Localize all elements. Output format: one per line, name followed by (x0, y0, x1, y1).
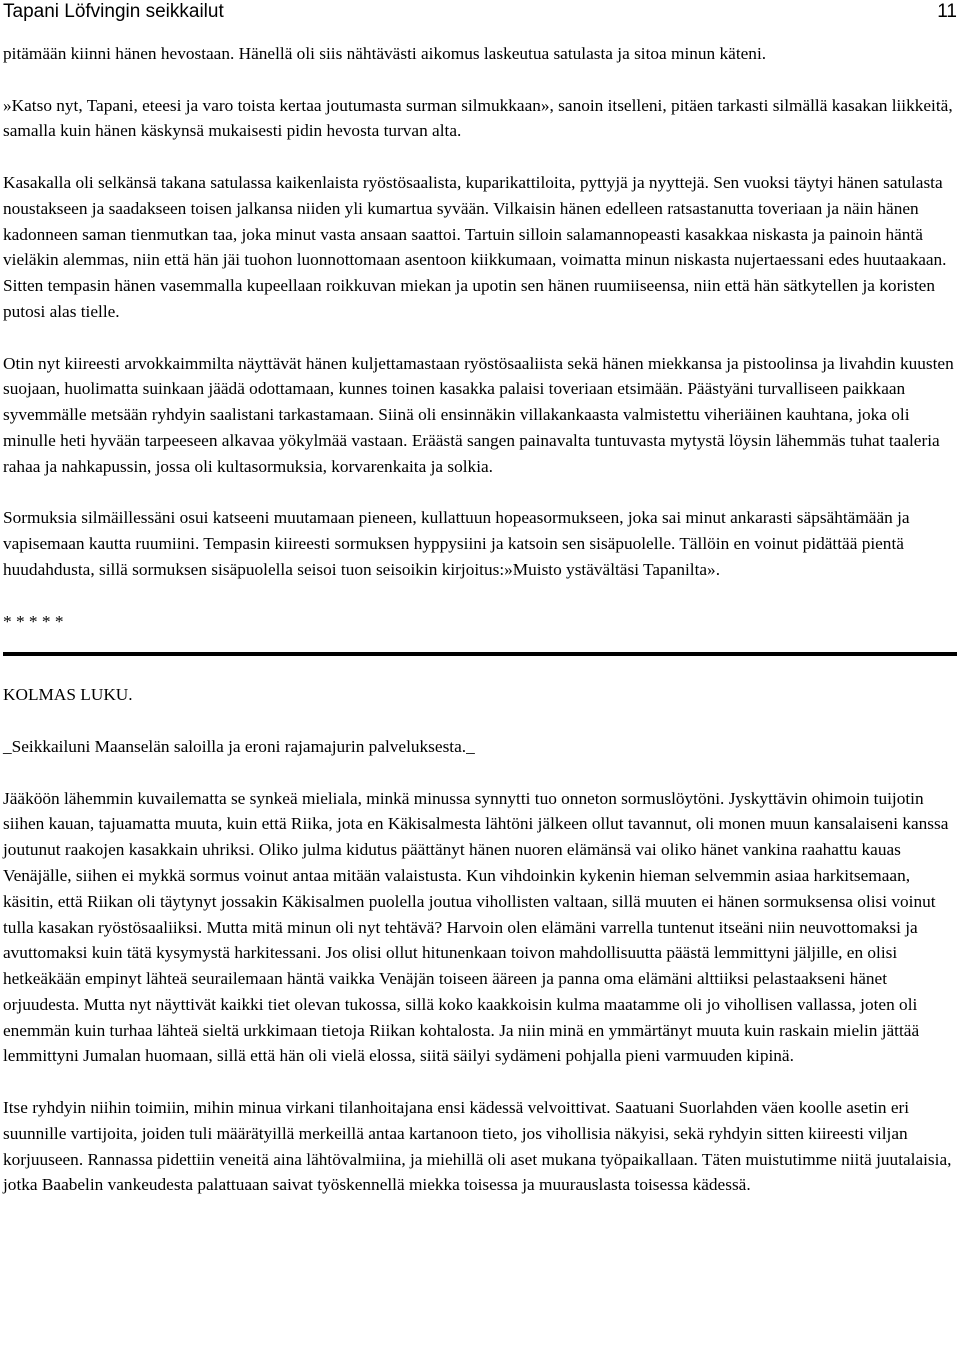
paragraph: Itse ryhdyin niihin toimiin, mihin minua virkani tilanhoitajana ensi kädessä velvoittivat. Saatuani Suorlahden väen koolle asetin eri suunnille vartijoita, joiden tuli määrätyillä merkeillä antaa kartanoon tieto, jos vihollisia näkyisi, sekä ryhdyin sitten kiireesti viljan korjuuseen. Rannassa pidettiin veneitä aina lähtövalmiina, ja miehillä oli aset mukana työpaikallaan. Täten muistutimme niitä juutalaisia, jotka Baabelin vankeudesta palattuaan saivat työskennellä miekka toisessa ja muurauslasta toisessa kädessä. (3, 1098, 952, 1195)
page-header (3, 0, 957, 24)
paragraph: Otin nyt kiireesti arvokkaimmilta näyttävät hänen kuljettamastaan ryöstösaaliista sekä hänen miekkansa ja pistoolinsa ja livahdin kuusten suojaan, huolimatta suinkaan jäädä odottamaan, kunnes toinen kasakka palaisi toveriaan etsimään. Päästyäni turvalliseen paikkaan syvemmälle metsään ryhdyin saalistani tarkastamaan. Siinä oli ensinnäkin villakankaasta valmistettu viheriäinen kauhtana, joka oli minulle heti hyvään tarpeeseen alkavaa yökylmää vastaan. Eräästä sangen painavalta tuntuvasta mytystä löysin lähemmäs tuhat taaleria rahaa ja nahkapussin, jossa oli kultasormuksia, korvarenkaita ja solkia. (3, 353, 954, 476)
paragraph: pitämään kiinni hänen hevostaan. Hänellä oli siis nähtävästi aikomus laskeutua satulasta ja sitoa minun käteni. (3, 44, 767, 63)
chapter-heading: KOLMAS LUKU. (3, 685, 133, 705)
book-title: Tapani Löfvingin seikkailut (3, 1, 224, 22)
page-content (3, 41, 957, 1198)
paragraph: Jääköön lähemmin kuvailematta se synkeä mieliala, minkä minussa synnytti tuo onneton sormuslöytöni. Jyskyttävin ohimoin tuijotin siihen kauan, tajuamatta muuta, kuin että Riika, jota en Käkisalmesta lähtöni jälkeen ollut tavannut, oli monen muun kansalaiseni kanssa joutunut raakojen kasakkain uhriksi. Oliko julma kidutus päättänyt hänen nuoren elämänsä vai oliko hänet vankina raahattu kauas Venäjälle, siihen ei mykkä sormus voinut antaa mitään valaistusta. Kun vihdoinkin kykenin hieman selvemmin asiaa harkitsemaan, käsitin, että Riikan oli täytynyt jossakin Käkisalmen puolella joutua vihollisten valtaan, sillä muuten ei hänen sormuksensa olisi voinut tulla kasakan ryöstösaaliiksi. Mutta mitä minun oli nyt tehtävä? Harvoin olen elämäni varrella tuntenut itseäni niin neuvottomaksi ja avuttomaksi kuin tätä kysymystä harkitessani. Jos olisi ollut hitunenkaan toivon mahdollisuutta päästä lemmittyni jäljille, en olisi hetkeäkään empinyt lähteä seurailemaan häntä vaikka Venäjän toiseen ääreen ja panna oma elämäni alttiiksi pelastaakseni hänet orjuudesta. Mutta nyt näyttivät kaikki tiet olevan tukossa, sillä koko kaakkoisin kulma maatamme oli jo vihollisen vallassa, joten oli enemmän kuin turhaa lähteä sieltä urkkimaan tietoja Riikan kohtalosta. Ja niin minä en ymmärtänyt muuta kuin raskain mielin jättää lemmittyni Jumalan huomaan, sillä että hän oli vielä elossa, siitä säilyi sydämeni pohjalla pieni varmuuden kipinä. (3, 788, 949, 1066)
page-number: 11 (937, 1, 957, 22)
chapter-subtitle: _Seikkailuni Maanselän saloilla ja eroni rajamajurin palveluksesta._ (3, 736, 475, 756)
horizontal-rule (3, 652, 957, 656)
paragraph: »Katso nyt, Tapani, eteesi ja varo toista kertaa joutumasta surman silmukkaan», sanoin itselleni, pitäen tarkasti silmällä kasakan liikkeitä, samalla kuin hänen käskynsä mukaisesti pidin hevosta turvan alta. (3, 95, 953, 141)
paragraph: Kasakalla oli selkänsä takana satulassa kaikenlaista ryöstösaalista, kuparikattiloita, pyttyjä ja nyyttejä. Sen vuoksi täytyi hänen satulasta noustakseen ja saadakseen toisen jalkansa niiden yli kumartua syvään. Vilkaisin hänen edelleen ratsastanutta toveriaan ja näin hänen kadonneen saman tienmutkan taa, joka minut vasta ansaan saattoi. Tartuin silloin salamannopeasti kasakkaa niskasta ja painoin häntä vieläkin alemmas, niin että hän jäi tuohon luonnottomaan asentoon kiikkumaan, voimatta minun niskasta nujertaessani edes huutaakaan. Sitten tempasin hänen vasemmalla kupeellaan roikkuvan miekan ja upotin sen hänen ruumiiseensa, niin että hän sätkytellen ja koristen putosi alas tielle. (3, 172, 947, 321)
section-separator: * * * * * (3, 611, 64, 631)
paragraph: Sormuksia silmäillessäni osui katseeni muutamaan pieneen, kullattuun hopeasormukseen, joka sai minut ankarasti säpsähtämään ja vapisemaan kautta ruumiini. Tempasin kiireesti sormuksen hyppysiini ja katsoin sen sisäpuolelle. Tällöin en voinut pidättää pientä huudahdusta, sillä sormuksen sisäpuolella seisoi tuon seisoikin kirjoitus:»Muisto ystävältäsi Tapanilta». (3, 508, 910, 579)
